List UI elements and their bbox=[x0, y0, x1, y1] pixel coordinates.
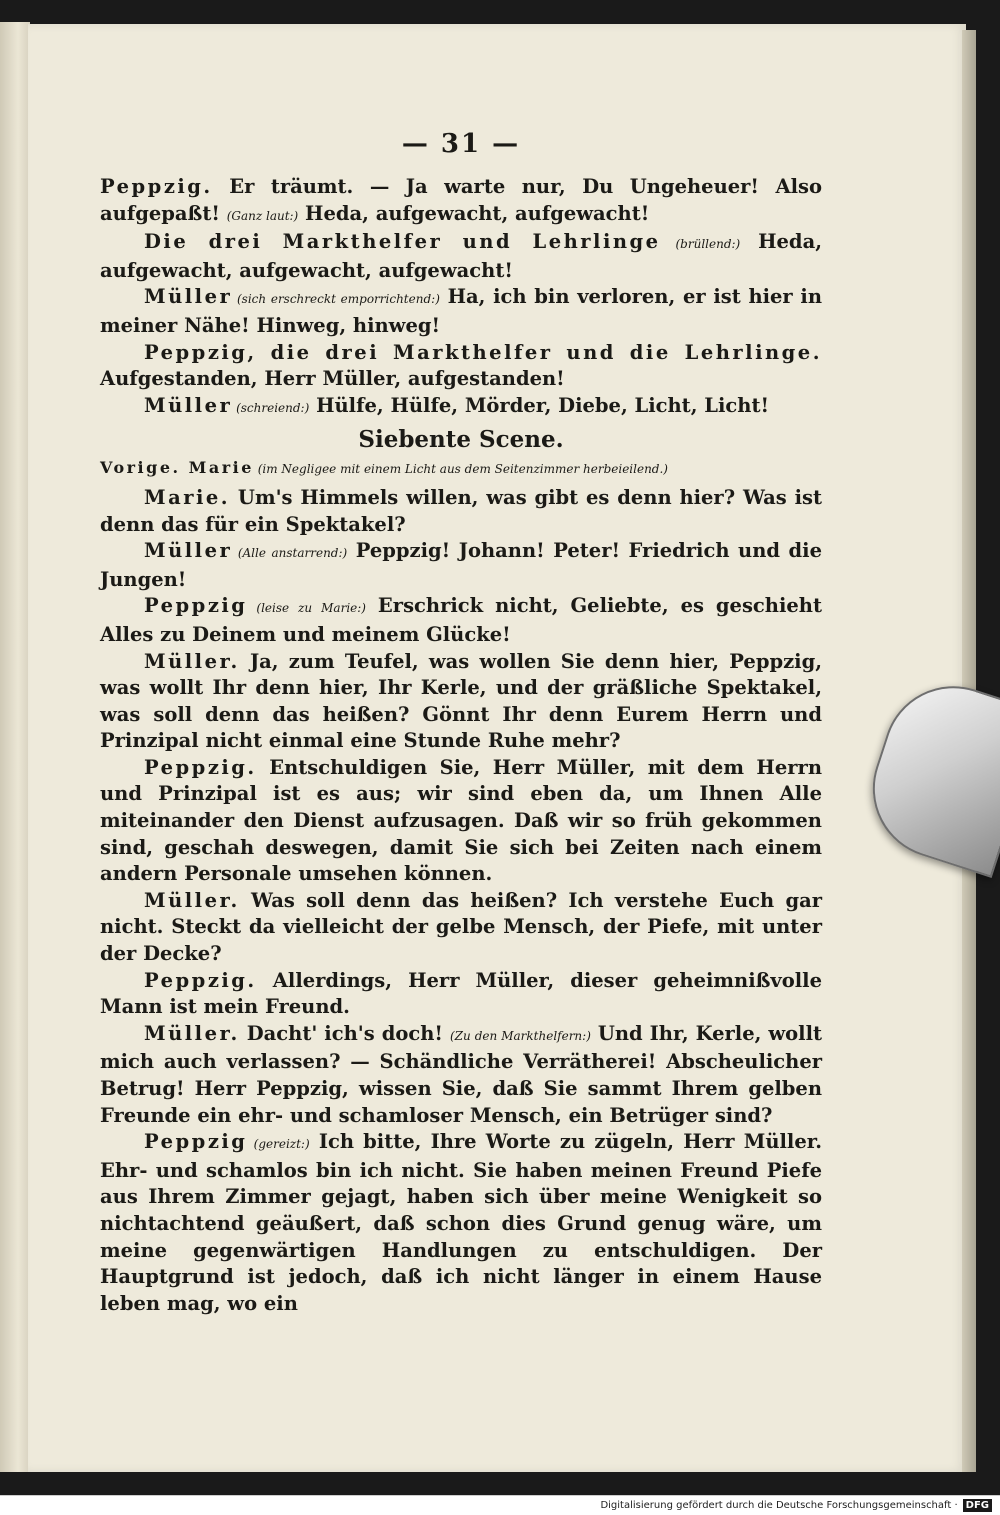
speaker: Peppzig. bbox=[100, 175, 213, 198]
stage-direction: (sich erschreckt emporrichtend:) bbox=[232, 292, 440, 307]
paragraph bbox=[100, 649, 822, 755]
dialogue: Und Ihr, Kerle, wollt mich auch verlassen? — Schändliche Verrätherei! Abscheulicher Betrug! Herr Peppzig, wissen Sie, daß Sie sammt Ihrem gelben Freunde ein ehr- und schamloser Mensch, ein Betrüger sind? bbox=[100, 1021, 822, 1127]
stage-direction: (leise zu Marie:) bbox=[247, 601, 366, 616]
speaker: Peppzig bbox=[144, 1130, 248, 1154]
dialogue: Aufgestanden, Herr Müller, aufgestanden! bbox=[100, 367, 565, 391]
scene-title: Siebente Scene. bbox=[358, 426, 564, 454]
paragraph bbox=[100, 485, 822, 538]
stage-direction: (Alle anstarrend:) bbox=[232, 546, 348, 561]
dialogue: Um's Himmels willen, was gibt es denn hier? Was ist denn das für ein Spektakel? bbox=[100, 485, 822, 536]
paragraph bbox=[100, 968, 822, 1021]
dialogue: Erschrick nicht, Geliebte, es geschieht Alles zu Deinem und meinem Glücke! bbox=[100, 594, 822, 646]
speaker: Müller. bbox=[144, 1021, 240, 1045]
speaker: Müller bbox=[144, 285, 233, 309]
page-number: — 31 — bbox=[401, 129, 521, 159]
speaker: Peppzig. bbox=[144, 755, 257, 779]
dfg-logo: DFG bbox=[963, 1499, 992, 1512]
funding-footer bbox=[0, 1495, 1000, 1515]
stage-direction: (brüllend:) bbox=[660, 237, 741, 252]
paragraph bbox=[100, 538, 822, 593]
speaker: Die drei Markthelfer und Lehrlinge bbox=[144, 230, 661, 254]
paragraph bbox=[100, 593, 822, 648]
paragraph bbox=[100, 340, 822, 393]
speaker: Peppzig. bbox=[144, 968, 257, 992]
paragraph bbox=[100, 1129, 822, 1317]
paragraph bbox=[100, 229, 822, 284]
speaker: Peppzig bbox=[144, 594, 248, 618]
paragraph bbox=[100, 755, 822, 888]
paragraph bbox=[100, 888, 822, 968]
paragraph bbox=[100, 174, 822, 229]
previous-page-edge bbox=[0, 22, 30, 1472]
dialogue: Was soll denn das heißen? Ich verstehe Euch gar nicht. Steckt da vielleicht der gelbe Mensch, der Piefe, mit unter der Decke? bbox=[100, 888, 822, 966]
dialogue: Heda, aufgewacht, aufgewacht! bbox=[298, 201, 650, 225]
page-text bbox=[100, 124, 822, 1317]
dialogue: Heda, aufgewacht, aufgewacht, aufgewacht! bbox=[100, 230, 822, 282]
stage-direction: (gereizt:) bbox=[247, 1137, 310, 1152]
dialogue: Entschuldigen Sie, Herr Müller, mit dem Herrn und Prinzipal ist es aus; wir sind eben da, um Ihnen Alle miteinander den Dienst aufzusagen. Daß wir so früh gekommen sind, geschah deswegen, damit Sie sich bei Zeiten nach einem andern Personale umsehen können. bbox=[100, 755, 822, 886]
dialogue: Ha, ich bin verloren, er ist hier in meiner Nähe! Hinweg, hinweg! bbox=[100, 285, 822, 337]
speaker: Müller. bbox=[144, 888, 240, 912]
speaker: Müller. bbox=[144, 649, 240, 673]
dialogue: Hülfe, Hülfe, Mörder, Diebe, Licht, Licht! bbox=[309, 393, 770, 417]
paragraph bbox=[100, 393, 822, 422]
dialogue: Ja, zum Teufel, was wollen Sie denn hier, Peppzig, was wollt Ihr denn hier, Ihr Kerle, und der gräßliche Spektakel, was soll denn das heißen? Gönnt Ihr denn Eurem Herrn und Prinzipal nicht einmal eine Stunde Ruhe mehr? bbox=[100, 649, 822, 753]
stage-direction: (im Negligee mit einem Licht aus dem Seitenzimmer herbeieilend.) bbox=[253, 461, 668, 476]
dialogue: Er träumt. — Ja warte nur, Du Ungeheuer! Also aufgepaßt! bbox=[100, 175, 822, 225]
dialogue: Allerdings, Herr Müller, dieser geheimnißvolle Mann ist mein Freund. bbox=[100, 968, 822, 1019]
speaker: Vorige. Marie bbox=[100, 457, 254, 477]
stage-direction: (Zu den Markthelfern:) bbox=[449, 1028, 591, 1043]
stage-direction: (Ganz laut:) bbox=[226, 208, 299, 223]
speaker: Müller bbox=[144, 393, 233, 417]
scene-direction bbox=[100, 456, 822, 481]
dialogue: Ich bitte, Ihre Worte zu zügeln, Herr Müller. Ehr- und schamlos bin ich nicht. Sie haben meinen Freund Piefe aus Ihrem Zimmer gejagt, haben sich über meine Wenigkeit so nichtachtend geäußert, daß schon dies Grund genug wäre, um meine gegenwärtigen Handlungen zu entschuldigen. Der Hauptgrund ist jedoch, daß ich nicht länger in einem Hause leben mag, wo ein bbox=[100, 1130, 822, 1315]
speaker: Peppzig, die drei Markthelfer und die Lehrlinge. bbox=[144, 340, 822, 364]
dialogue: Peppzig! Johann! Peter! Friedrich und die Jungen! bbox=[100, 539, 822, 591]
speaker: Marie. bbox=[144, 485, 231, 509]
stage-direction: (schreiend:) bbox=[232, 400, 310, 415]
dialogue: Dacht' ich's doch! bbox=[239, 1021, 450, 1045]
speaker: Müller bbox=[144, 539, 233, 563]
footer-text: Digitalisierung gefördert durch die Deutsche Forschungsgemeinschaft · bbox=[600, 1500, 958, 1511]
paragraph bbox=[100, 1021, 822, 1129]
paragraph bbox=[100, 284, 822, 339]
